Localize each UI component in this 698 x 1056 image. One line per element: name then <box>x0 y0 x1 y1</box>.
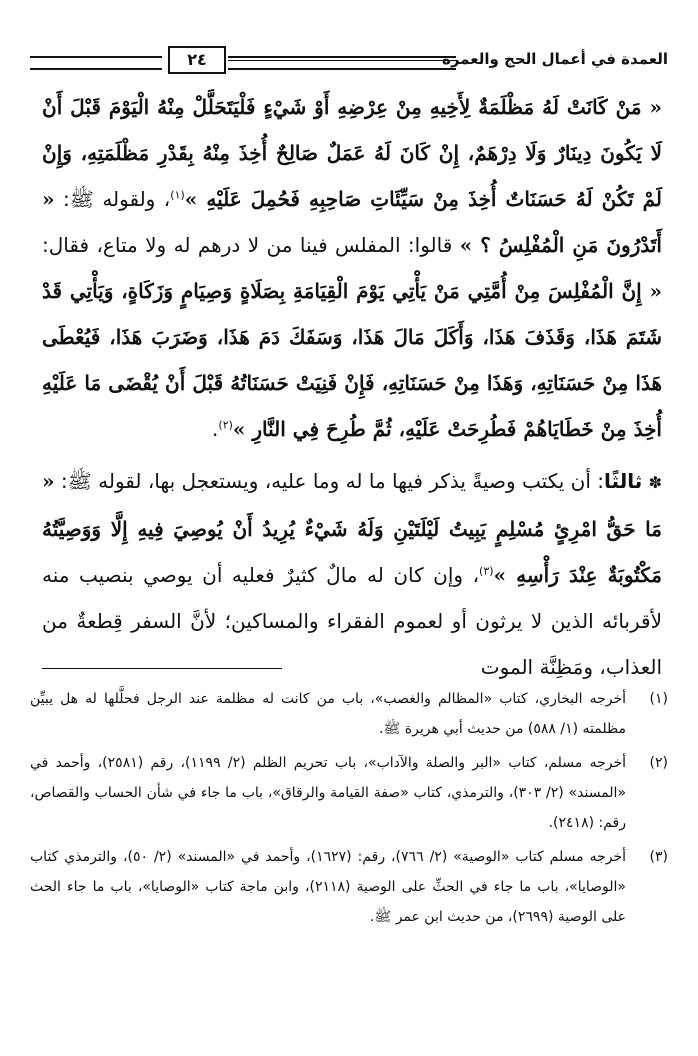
text: ، وإن كان له مالٌ كثيرٌ فعليه أن يوصي بنصيب منه لأقربائه الذين لا يرثون أو لعموم الفقراء والمساكين؛ لأنَّ السفر قِطعةٌ من العذاب، ومَظِنَّة الموت <box>42 563 662 679</box>
footnote-ref: (٢) <box>218 418 233 432</box>
footnote-number: (٣) <box>649 849 668 865</box>
hadith-quote: « مَا حَقُّ امْرِئٍ مُسْلِمٍ يَبِيتُ لَيْلَتَيْنِ وَلَهُ شَيْءٌ يُرِيدُ أَنْ يُوصِيَ فِيهِ إِلَّا وَوَصِيَّتُهُ مَكْتُوبَةٌ عِنْدَ رَأْسِهِ » <box>42 469 662 587</box>
running-title: العمدة في أعمال الحج والعمرة <box>442 50 668 68</box>
text: قالوا: المفلس فينا من لا درهم له ولا متاع، فقال: <box>42 233 460 257</box>
paragraph-1 <box>42 84 662 452</box>
text: : أن يكتب وصيةً يذكر فيها ما له وما عليه، ويستعجل بها، لقوله ﷺ: <box>54 469 605 493</box>
text: ، ولقوله ﷺ: <box>54 187 171 211</box>
footnote-text: أخرجه مسلم، كتاب «البر والصلة والآداب»، باب تحريم الظلم (٢/ ١١٩٩)، رقم (٢٥٨١)، وأحمد في «المسند» (٢/ ٣٠٣)، والترمذي، كتاب «صفة القيامة والرقاق»، باب ما جاء في شأن الحساب والقصاص، رقم: (٢٤١٨). <box>30 755 627 831</box>
hadith-quote: « أَتَدْرُونَ مَنِ الْمُفْلِسُ ؟ » <box>42 187 662 257</box>
section-lead: ثالثًا <box>604 469 643 493</box>
header-rule <box>228 56 456 70</box>
footnote-number: (٢) <box>649 755 668 771</box>
footnote <box>30 748 668 838</box>
footnote-ref: (١) <box>170 188 185 202</box>
hadith-quote: « مَنْ كَانَتْ لَهُ مَظْلَمَةٌ لِأَخِيهِ مِنْ عِرْضِهِ أَوْ شَيْءٍ فَلْيَتَحَلَّلْ مِنْهُ الْيَوْمَ قَبْلَ أَنْ لَا يَكُونَ دِينَارٌ وَلَا دِرْهَمٌ، إِنْ كَانَ لَهُ عَمَلٌ صَالِحٌ أُخِذَ مِنْهُ بِقَدْرِ مَظْلَمَتِهِ، وَإِنْ لَمْ تَكُنْ لَهُ حَسَنَاتٌ أُخِذَ مِنْ سَيِّئَاتِ صَاحِبِهِ فَحُمِلَ عَلَيْهِ » <box>42 95 662 211</box>
star-bullet-icon: ✽ <box>648 473 663 492</box>
header-rule-left <box>30 56 162 70</box>
main-text <box>42 84 662 690</box>
footnote <box>30 842 668 932</box>
footnote-ref: (٣) <box>479 564 494 578</box>
hadith-quote: « إِنَّ الْمُفْلِسَ مِنْ أُمَّتِي مَنْ يَأْتِي يَوْمَ الْقِيَامَةِ بِصَلَاةٍ وَصِيَامٍ وَزَكَاةٍ، وَيَأْتِي قَدْ شَتَمَ هَذَا، وَقَذَفَ هَذَا، وَأَكَلَ مَالَ هَذَا، وَسَفَكَ دَمَ هَذَا، وَضَرَبَ هَذَا، فَيُعْطَى هَذَا مِنْ حَسَنَاتِهِ، وَهَذَا مِنْ حَسَنَاتِهِ، فَإِنْ فَنِيَتْ حَسَنَاتُهُ قَبْلَ أَنْ يُقْضَى مَا عَلَيْهِ أُخِذَ مِنْ خَطَايَاهُمْ فَطُرِحَتْ عَلَيْهِ، ثُمَّ طُرِحَ فِي النَّارِ » <box>42 279 662 441</box>
footnote-text: أخرجه مسلم كتاب «الوصية» (٢/ ٧٦٦)، رقم: (١٦٢٧)، وأحمد في «المسند» (٢/ ٥٠)، والترمذي كتاب «الوصايا»، باب ما جاء في الحثِّ على الوصية (٢١١٨)، وابن ماجة كتاب «الوصايا»، باب ما جاء الحث على الوصية (٢٦٩٩)، من حديث ابن عمر ﷺ. <box>30 849 626 925</box>
footnotes <box>30 684 668 936</box>
text: . <box>212 417 219 441</box>
footnote-number: (١) <box>649 691 668 707</box>
paragraph-2 <box>42 458 662 690</box>
footnote-separator <box>42 668 282 669</box>
page-number: ٢٤ <box>168 46 226 74</box>
footnote <box>30 684 668 744</box>
footnote-text: أخرجه البخاري، كتاب «المظالم والغصب»، باب من كانت له مظلمة عند الرجل فحلَّلها له هل يبيِّن مظلمته (١/ ٥٨٨) من حديث أبي هريرة ﷺ. <box>30 691 626 737</box>
page-header <box>30 46 668 76</box>
